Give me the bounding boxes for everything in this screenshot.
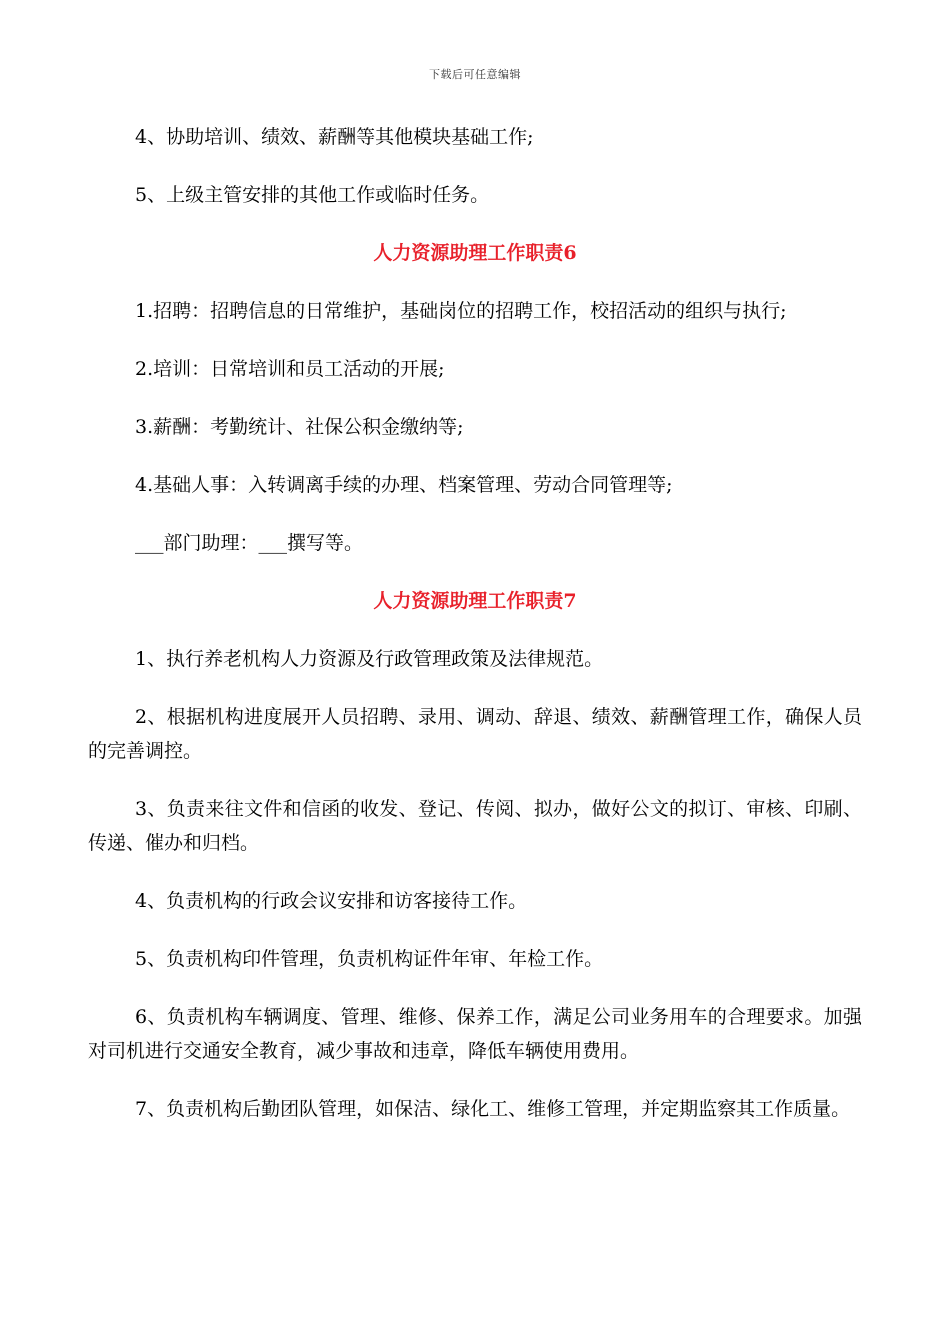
document-body bbox=[88, 120, 862, 1150]
paragraph: 3.薪酬：考勤统计、社保公积金缴纳等; bbox=[135, 416, 464, 438]
paragraph: 3、负责来往文件和信函的收发、登记、传阅、拟办，做好公文的拟订、审核、印刷、传递、催办和归档。 bbox=[88, 798, 862, 854]
page-header: 下载后可任意编辑 bbox=[429, 68, 521, 81]
paragraph: 5、负责机构印件管理，负责机构证件年审、年检工作。 bbox=[135, 948, 604, 970]
paragraph: 1、执行养老机构人力资源及行政管理政策及法律规范。 bbox=[135, 648, 604, 670]
paragraph: 5、上级主管安排的其他工作或临时任务。 bbox=[135, 184, 490, 206]
paragraph: 2、根据机构进度展开人员招聘、录用、调动、辞退、绩效、薪酬管理工作，确保人员的完善调控。 bbox=[88, 706, 862, 762]
paragraph: 4.基础人事：入转调离手续的办理、档案管理、劳动合同管理等; bbox=[135, 474, 673, 496]
paragraph: 6、负责机构车辆调度、管理、维修、保养工作，满足公司业务用车的合理要求。加强对司机进行交通安全教育，减少事故和违章，降低车辆使用费用。 bbox=[88, 1006, 862, 1062]
section-heading: 人力资源助理工作职责6 bbox=[373, 242, 577, 264]
paragraph: 2.培训：日常培训和员工活动的开展; bbox=[135, 358, 445, 380]
paragraph: ___部门助理：___撰写等。 bbox=[135, 532, 364, 554]
paragraph: 4、负责机构的行政会议安排和访客接待工作。 bbox=[135, 890, 528, 912]
paragraph: 7、负责机构后勤团队管理，如保洁、绿化工、维修工管理，并定期监察其工作质量。 bbox=[135, 1098, 851, 1120]
paragraph: 4、协助培训、绩效、薪酬等其他模块基础工作; bbox=[135, 126, 534, 148]
section-heading: 人力资源助理工作职责7 bbox=[373, 590, 577, 612]
paragraph: 1.招聘：招聘信息的日常维护，基础岗位的招聘工作，校招活动的组织与执行; bbox=[135, 300, 787, 322]
